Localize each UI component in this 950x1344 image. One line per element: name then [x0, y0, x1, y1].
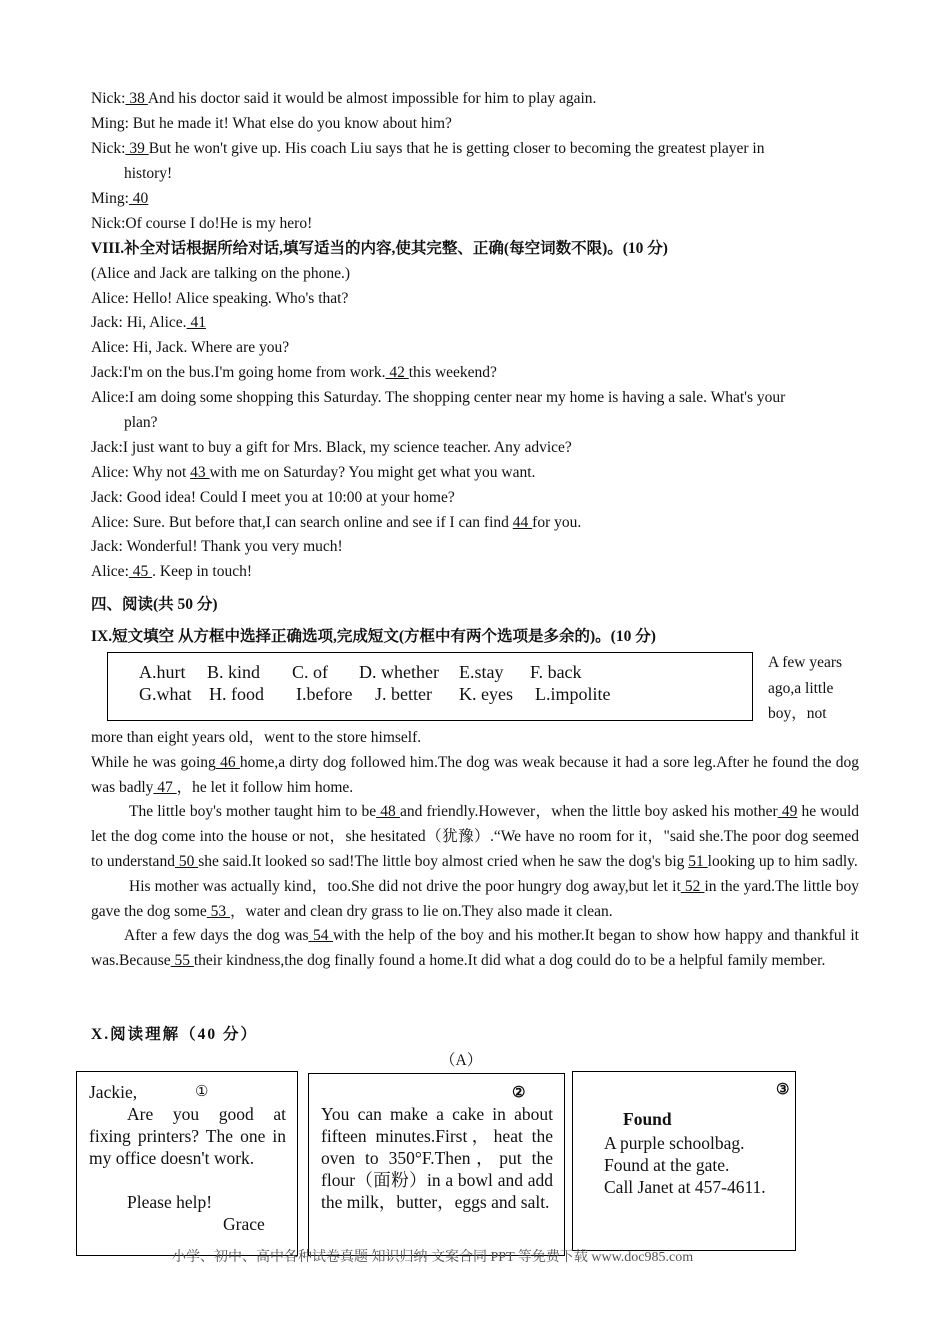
card-line: Found at the gate. — [604, 1155, 730, 1175]
blank-42: 42 — [385, 364, 409, 381]
card-line: A purple schoolbag. — [604, 1133, 745, 1153]
blank-38: 38 — [125, 90, 148, 107]
option: F. back — [530, 662, 582, 682]
dialog-line: Jack:I'm on the bus.I'm going home from work. 42 this weekend? — [91, 364, 497, 381]
option: K. eyes — [459, 684, 513, 704]
dialog-intro: (Alice and Jack are talking on the phone.) — [91, 265, 351, 282]
card-greeting: Jackie, — [89, 1082, 138, 1102]
dialog-line: Alice: Why not 43 with me on Saturday? You might get what you want. — [91, 464, 536, 481]
card-title: Found — [623, 1109, 672, 1129]
part-heading: 四、阅读(共 50 分) — [91, 596, 218, 613]
dialog-line: Alice:I am doing some shopping this Saturday. The shopping center near my home is having a sale. What's your — [91, 389, 786, 406]
dialog-line: Jack: Good idea! Could I meet you at 10:00 at your home? — [91, 489, 455, 506]
card-number: ③ — [776, 1082, 790, 1098]
card-signature: Grace — [223, 1214, 265, 1234]
blank-51: 51 — [688, 852, 708, 870]
dialog-line: Nick:Of course I do!He is my hero! — [91, 215, 313, 232]
passage-paragraph: While he was going 46 home,a dirty dog followed him.The dog was weak because it had a sore leg.After he found the dog was badly 47 ，he let it follow him home. — [91, 753, 860, 796]
option: I.before — [296, 684, 353, 704]
passage-paragraph: His mother was actually kind，too.She did not drive the poor hungry dog away,but let it 52 in the yard.The little boy gave the dog some 53 ，water and clean dry grass to lie on.They also made it clean. — [91, 877, 860, 920]
dialog-line: Jack:I just want to buy a gift for Mrs. Black, my science teacher. Any advice? — [91, 439, 572, 456]
dialog-line: Alice: 45 . Keep in touch! — [91, 563, 252, 580]
dialog-line: Alice: Hello! Alice speaking. Who's that? — [91, 290, 349, 307]
blank-40: 40 — [128, 190, 149, 207]
card-body: You can make a cake in about fifteen minutes.First，heat the oven to 350°F.Then，put the flour（面粉）in a bowl and add the milk，butter，eggs and salt. — [321, 1104, 553, 1212]
card-line: Call Janet at 457-4611. — [604, 1177, 766, 1197]
passage-side-text: A few years ago,a little boy，not — [768, 654, 843, 722]
dialog-line: Jack: Hi, Alice. 41 — [91, 314, 206, 331]
blank-49: 49 — [777, 803, 798, 821]
option: B. kind — [207, 662, 261, 682]
blank-50: 50 — [174, 852, 199, 870]
option: L.impolite — [535, 684, 611, 704]
option: A.hurt — [139, 662, 186, 682]
dialog-line: Nick: 38 And his doctor said it would be almost impossible for him to play again. — [91, 90, 597, 107]
dialog-line: Alice: Hi, Jack. Where are you? — [91, 339, 290, 356]
options-row — [139, 661, 582, 683]
card-number: ② — [512, 1085, 526, 1101]
passage — [91, 726, 859, 974]
blank-44: 44 — [512, 514, 533, 531]
option: H. food — [209, 684, 264, 704]
card-number: ① — [195, 1084, 209, 1100]
blank-46: 46 — [215, 753, 240, 771]
section-heading: X.阅读理解（40 分） — [91, 1026, 258, 1043]
options-box — [107, 652, 753, 721]
section-heading: VIII.补全对话根据所给对话,填写适当的内容,使其完整、正确(每空词数不限)。(10 分) — [91, 240, 668, 257]
blank-48: 48 — [376, 803, 400, 821]
option: G.what — [139, 684, 192, 704]
dialog-line: Ming: But he made it! What else do you know about him? — [91, 115, 452, 132]
blank-54: 54 — [308, 927, 333, 945]
found-notice-card-3 — [572, 1071, 796, 1251]
dialog-line: Alice: Sure. But before that,I can search online and see if I can find 44 for you. — [91, 514, 582, 531]
option: C. of — [292, 662, 328, 682]
blank-45: 45 — [128, 563, 153, 580]
option: J. better — [375, 684, 432, 704]
blank-43: 43 — [190, 464, 210, 481]
section-heading: IX.短文填空 从方框中选择正确选项,完成短文(方框中有两个选项是多余的)。(10 分) — [91, 628, 656, 645]
blank-47: 47 — [153, 778, 177, 796]
blank-53: 53 — [206, 902, 231, 920]
blank-39: 39 — [125, 140, 149, 157]
options-row — [139, 683, 611, 705]
dialog-line: Jack: Wonderful! Thank you very much! — [91, 538, 343, 555]
passage-paragraph: After a few days the dog was 54 with the help of the boy and his mother.It began to show how happy and thankful it was.Because 55 their kindness,the dog finally found a home.It did what a dog could do to be a helpful family member. — [91, 927, 859, 970]
blank-55: 55 — [170, 952, 194, 970]
option: D. whether — [359, 662, 439, 682]
dialog-line: Ming: 40 — [91, 190, 149, 207]
page-footer: 小学、初中、高中各种试卷真题 知识归纳 文案合同 PPT 等免费下载 www.doc985.com — [172, 1250, 694, 1265]
subsection-label: （A） — [440, 1052, 483, 1069]
blank-41: 41 — [186, 314, 206, 331]
dialog-line-continued: history! — [124, 165, 173, 182]
note-card-1 — [76, 1071, 298, 1256]
option: E.stay — [459, 662, 504, 682]
passage-line: more than eight years old，went to the store himself. — [91, 729, 422, 746]
blank-52: 52 — [680, 877, 705, 895]
card-help: Please help! — [127, 1192, 213, 1212]
passage-paragraph: The little boy's mother taught him to be 48 and friendly.However，when the little boy asked his mother 49 he would let the dog come into the house or not，she hesitated（犹豫）.“We have no room for it，"said she.The poor dog seemed to understand 50 she said.It looked so sad!The little boy almost cried when he saw the dog's big 51 looking up to him sadly. — [91, 803, 860, 870]
card-body: Are you good at fixing printers? The one in my office doesn't work. — [89, 1104, 286, 1168]
dialog-line-continued: plan? — [124, 414, 158, 431]
dialog-line: Nick: 39 But he won't give up. His coach Liu says that he is getting closer to becoming the greatest player in — [91, 140, 765, 157]
recipe-card-2 — [308, 1073, 565, 1256]
